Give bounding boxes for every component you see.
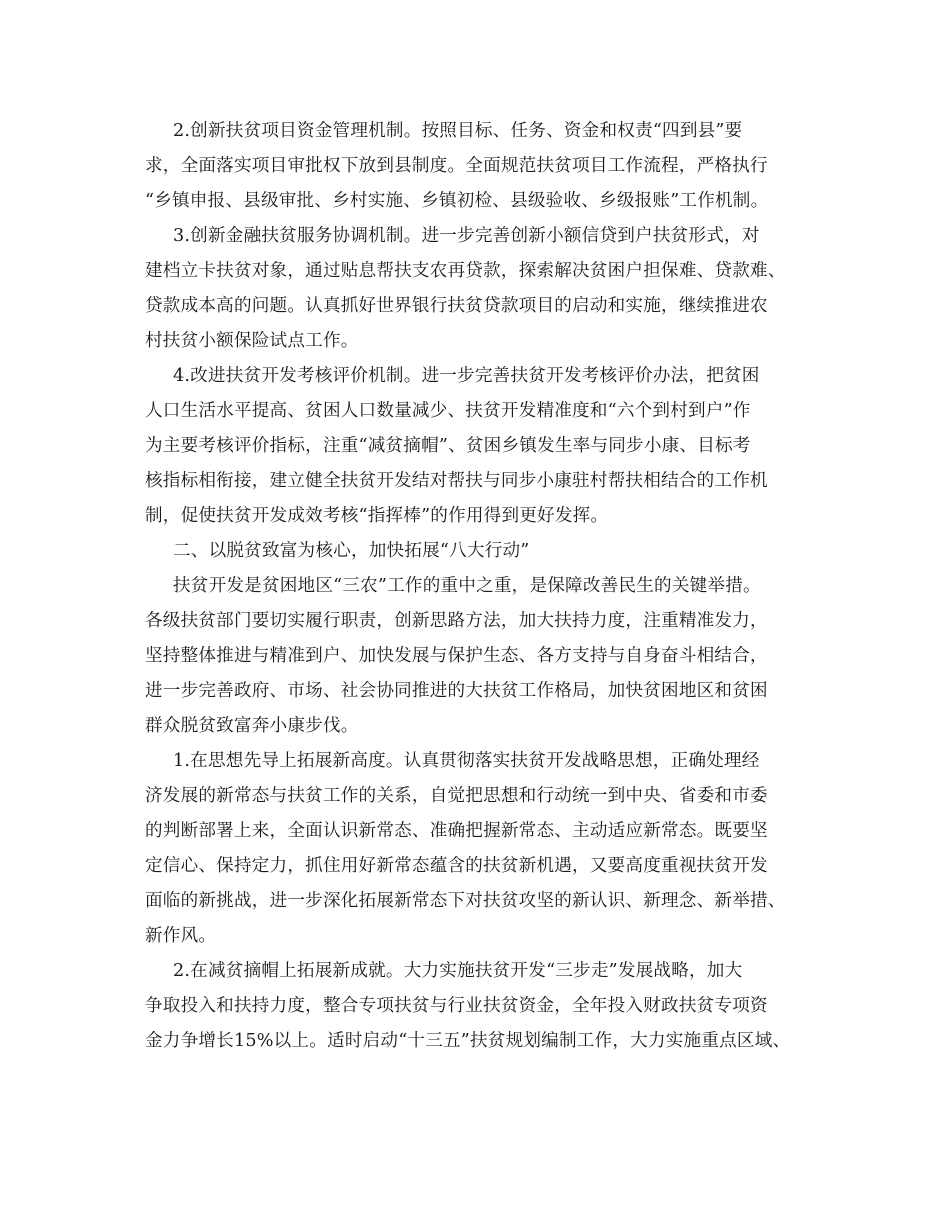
text-line: 1.在思想先导上拓展新高度。认真贯彻落实扶贫开发战略思想，正确处理经: [173, 751, 760, 771]
text-line: 争取投入和扶持力度，整合专项扶贫与行业扶贫资金，全年投入财政扶贫专项资: [145, 996, 768, 1016]
text-line: 2.创新扶贫项目资金管理机制。按照目标、任务、资金和权责“四到县”要: [173, 121, 743, 141]
text-line: 为主要考核评价指标，注重“减贫摘帽”、贫困乡镇发生率与同步小康、目标考: [145, 436, 751, 456]
text-line: 各级扶贫部门要切实履行职责，创新思路方法，加大扶持力度，注重精准发力，: [145, 611, 768, 631]
text-line: 4.改进扶贫开发考核评价机制。进一步完善扶贫开发考核评价办法，把贫困: [173, 366, 760, 386]
text-line: 扶贫开发是贫困地区“三农”工作的重中之重，是保障改善民生的关键举措。: [173, 576, 761, 596]
text-line: 求，全面落实项目审批权下放到县制度。全面规范扶贫项目工作流程，严格执行: [145, 156, 768, 176]
text-line: 村扶贫小额保险试点工作。: [145, 331, 359, 351]
text-line: 3.创新金融扶贫服务协调机制。进一步完善创新小额信贷到户扶贫形式，对: [173, 226, 760, 246]
text-line: 坚持整体推进与精准到户、加快发展与保护生态、各方支持与自身奋斗相结合，: [145, 646, 768, 666]
text-line: 金力争增长15%以上。适时启动“十三五”扶贫规划编制工作，大力实施重点区域、: [145, 1031, 791, 1051]
text-line: 进一步完善政府、市场、社会协同推进的大扶贫工作格局，加快贫困地区和贫困: [145, 681, 768, 701]
text-line: 济发展的新常态与扶贫工作的关系，自觉把思想和行动统一到中央、省委和市委: [145, 786, 768, 806]
text-line: 新作风。: [145, 926, 217, 946]
text-line: 群众脱贫致富奔小康步伐。: [145, 716, 359, 736]
text-line: 2.在减贫摘帽上拓展新成就。大力实施扶贫开发“三步走”发展战略，加大: [173, 961, 743, 981]
text-line: 的判断部署上来，全面认识新常态、准确把握新常态、主动适应新常态。既要坚: [145, 821, 768, 841]
text-line: 制，促使扶贫开发成效考核“指挥棒”的作用得到更好发挥。: [145, 506, 609, 526]
text-line: 贷款成本高的问题。认真抓好世界银行扶贫贷款项目的启动和实施，继续推进农: [145, 296, 768, 316]
text-line: 定信心、保持定力，抓住用好新常态蕴含的扶贫新机遇，又要高度重视扶贫开发: [145, 856, 768, 876]
text-line: 建档立卡扶贫对象，通过贴息帮扶支农再贷款，探索解决贫困户担保难、贷款难、: [145, 261, 786, 281]
text-line: 面临的新挑战，进一步深化拓展新常态下对扶贫攻坚的新认识、新理念、新举措、: [145, 891, 786, 911]
text-line: 人口生活水平提高、贫困人口数量减少、扶贫开发精准度和“六个到村到户”作: [145, 401, 751, 421]
text-line: “乡镇申报、县级审批、乡村实施、乡镇初检、县级验收、乡级报账”工作机制。: [145, 191, 769, 211]
text-line: 核指标相衔接，建立健全扶贫开发结对帮扶与同步小康驻村帮扶相结合的工作机: [145, 471, 768, 491]
section-heading: 二、以脱贫致富为核心，加快拓展“八大行动”: [173, 541, 530, 561]
